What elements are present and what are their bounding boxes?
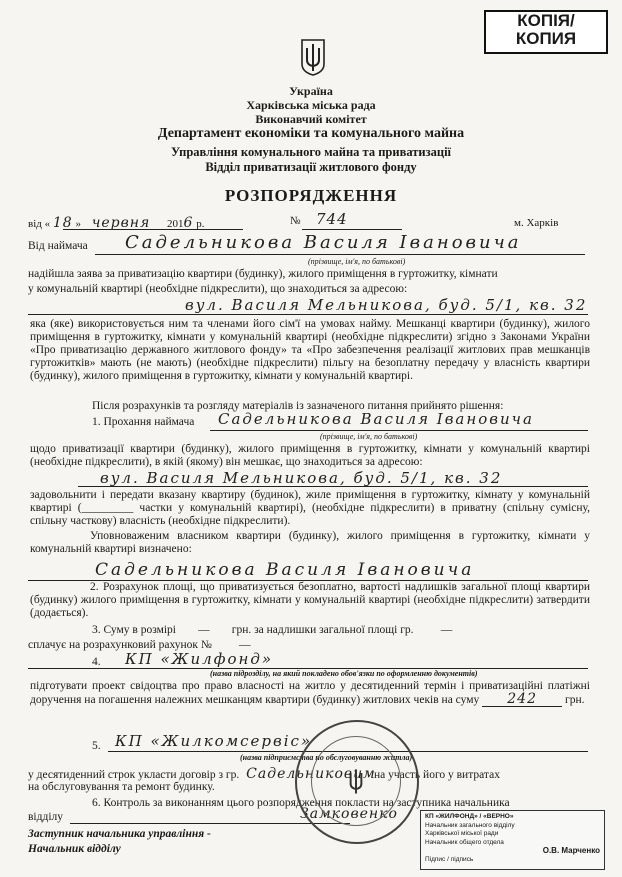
date-prefix: від « <box>28 218 51 230</box>
date-year-digit: 6 <box>183 215 194 231</box>
stamp-line6: Підпис / підпись <box>425 855 474 863</box>
para8-dash2: — <box>440 624 453 636</box>
para8-dash3: — <box>238 639 251 651</box>
para1-line2: у комунальній квартирі (необхідне підкреслити), що знаходиться за адресою: <box>28 283 408 295</box>
para9 <box>30 680 590 707</box>
caption-org: (назва підрозділу, на який покладено обов'язки по оформленню документів) <box>210 669 478 678</box>
date-mid: » <box>75 218 81 230</box>
para10-row1 <box>28 766 500 782</box>
para9-text: підготувати проект свідоцтва про право власності на житло у десятиденний термін і приватизаційні платіжні доручення на погашення належних мешканцям квартири (будинку) житлових чеків на суму <box>30 680 590 706</box>
item5-value: КП «Жилкомсервіс» <box>115 732 313 750</box>
item5-label: 5. <box>92 740 101 752</box>
certifying-stamp <box>420 810 605 870</box>
date-month: червня <box>91 215 151 231</box>
stamp-line3: Харківської міської ради <box>425 830 499 837</box>
para6: Уповноваженим власником квартири (будинку), жилого приміщення в гуртожитку, кімнати у комунальній квартирі визначено: <box>30 530 590 555</box>
para8-b: грн. за надлишки загальної площі гр. <box>231 624 414 636</box>
handwritten-signature: Замковенко <box>300 806 398 822</box>
stamp-line5: О.В. Марченко <box>542 846 600 855</box>
header-directorate: Управління комунального майна та приватизації <box>170 145 452 159</box>
para8-c: сплачує на розрахунковий рахунок № <box>28 639 212 651</box>
copy-stamp-line1: КОПІЯ/ <box>517 11 575 30</box>
date-day: 18 <box>52 215 73 231</box>
sum-value: 242 <box>482 693 562 707</box>
para10-name: Садельниковим <box>246 766 376 782</box>
para4: щодо приватизації квартири (будинку), жилого приміщення в гуртожитку, кімнати у комунальній квартирі (необхідне підкреслити), в якій (якому) він мешкає, що знаходиться за адресою: <box>30 443 590 468</box>
item1-label: 1. Прохання наймача <box>92 416 195 428</box>
caption-org2: (назва підприємства по обслуговуванню житла) <box>240 753 413 762</box>
city: м. Харків <box>514 217 559 229</box>
sign-title-1: Заступник начальника управління - <box>28 828 211 840</box>
item4-value: КП «Жилфонд» <box>125 650 274 668</box>
trident-coat-of-arms-icon <box>300 38 326 76</box>
para8-dash1: — <box>198 624 210 636</box>
para10-b: на участь його у витратах <box>374 769 500 781</box>
para8-row1 <box>92 624 476 636</box>
document-number: 744 <box>316 210 348 228</box>
para7: 2. Розрахунок площі, що приватизується безоплатно, вартості надлишків загальної площі квартири (будинку) жилого приміщення в гуртожитку, кімнати у комунальній квартирі (необхідне підкреслити) затвердити (додається). <box>30 581 590 619</box>
header-committee: Виконавчий комітет <box>255 112 367 126</box>
para10-line2: на обслуговування та ремонт будинку. <box>28 781 215 793</box>
item4-label: 4. <box>92 656 101 668</box>
owner-name: Садельникова Василя Івановича <box>95 560 475 580</box>
para1-line1: надійшла заява за приватизацію квартири (будинку), жилого приміщення в гуртожитку, кімнати <box>28 268 498 280</box>
header-country: Україна <box>289 84 333 98</box>
document-title: РОЗПОРЯДЖЕННЯ <box>224 186 398 205</box>
para11: 6. Контроль за виконанням цього розпорядження покласти на заступника начальника <box>92 797 510 809</box>
stamp-line2: Начальник загального відділу <box>425 821 515 829</box>
para11-line2: відділу <box>28 811 64 823</box>
para8-a: 3. Суму в розмірі <box>92 624 176 636</box>
caption-pib-2: (прізвище, ім'я, по батькові) <box>320 432 418 441</box>
sign-title-2: Начальник відділу <box>28 843 121 855</box>
header-department: Департамент економіки та комунального майна <box>157 126 465 141</box>
official-round-seal <box>295 720 419 844</box>
para3: Після розрахунків та розгляду матеріалів із зазначеного питання прийнято рішення: <box>92 400 504 412</box>
from-label: Від наймача <box>28 240 88 252</box>
header-council: Харківська міська рада <box>246 98 376 112</box>
applicant-name: Садельникова Василя Івановича <box>125 232 522 253</box>
address-1: вул. Василя Мельникова, буд. 5/1, кв. 32 <box>185 296 588 314</box>
copy-stamp-line2: КОПИЯ <box>515 29 577 48</box>
para2: яка (яке) використовується ним та членами його сім'ї на умовах найму. Мешканці квартири (будинку), жилого приміщення в гуртожитку, кімнати у комунальній квартирі (необхідне підкреслити) згідно з Законами України «Про приватизацію державного житлового фонду» та «Про забезпечення реалізації житлових прав мешканців гуртожитків» мають (не мають) (необхідне підкреслити) пільгу на безоплатну передачу у власність квартири (будинку), жилого приміщення в гуртожитку, кімнати у комунальній квартирі. <box>30 318 590 382</box>
number-label: № <box>290 215 301 227</box>
item1-name: Садельникова Василя Івановича <box>218 410 534 428</box>
caption-pib-1: (прізвище, ім'я, по батькові) <box>308 257 406 266</box>
address-2: вул. Василя Мельникова, буд. 5/1, кв. 32 <box>100 469 503 487</box>
para10-a: у десятиденний строк укласти договір з гр. <box>28 769 240 781</box>
seal-trident-icon <box>343 764 369 798</box>
copy-stamp <box>484 10 608 54</box>
sum-suffix: грн. <box>565 694 585 706</box>
header-division: Відділ приватизації житлового фонду <box>205 160 417 174</box>
date-year-suffix: р. <box>196 218 205 230</box>
date-year-prefix: 201 <box>167 218 184 230</box>
para5: задовольнити і передати вказану квартиру (будинок), жиле приміщення в гуртожитку, кімнату у комунальній квартирі (_________ частки у комунальній квартирі), (необхідне підкреслити) в приватну (спільну сумісну, спільну часткову) власність (необхідне підкреслити). <box>30 489 590 527</box>
stamp-line4: Начальник общего отдела <box>425 838 504 846</box>
stamp-line1: КП «ЖИЛФОНД» / «ВЕРНО» <box>425 813 514 820</box>
